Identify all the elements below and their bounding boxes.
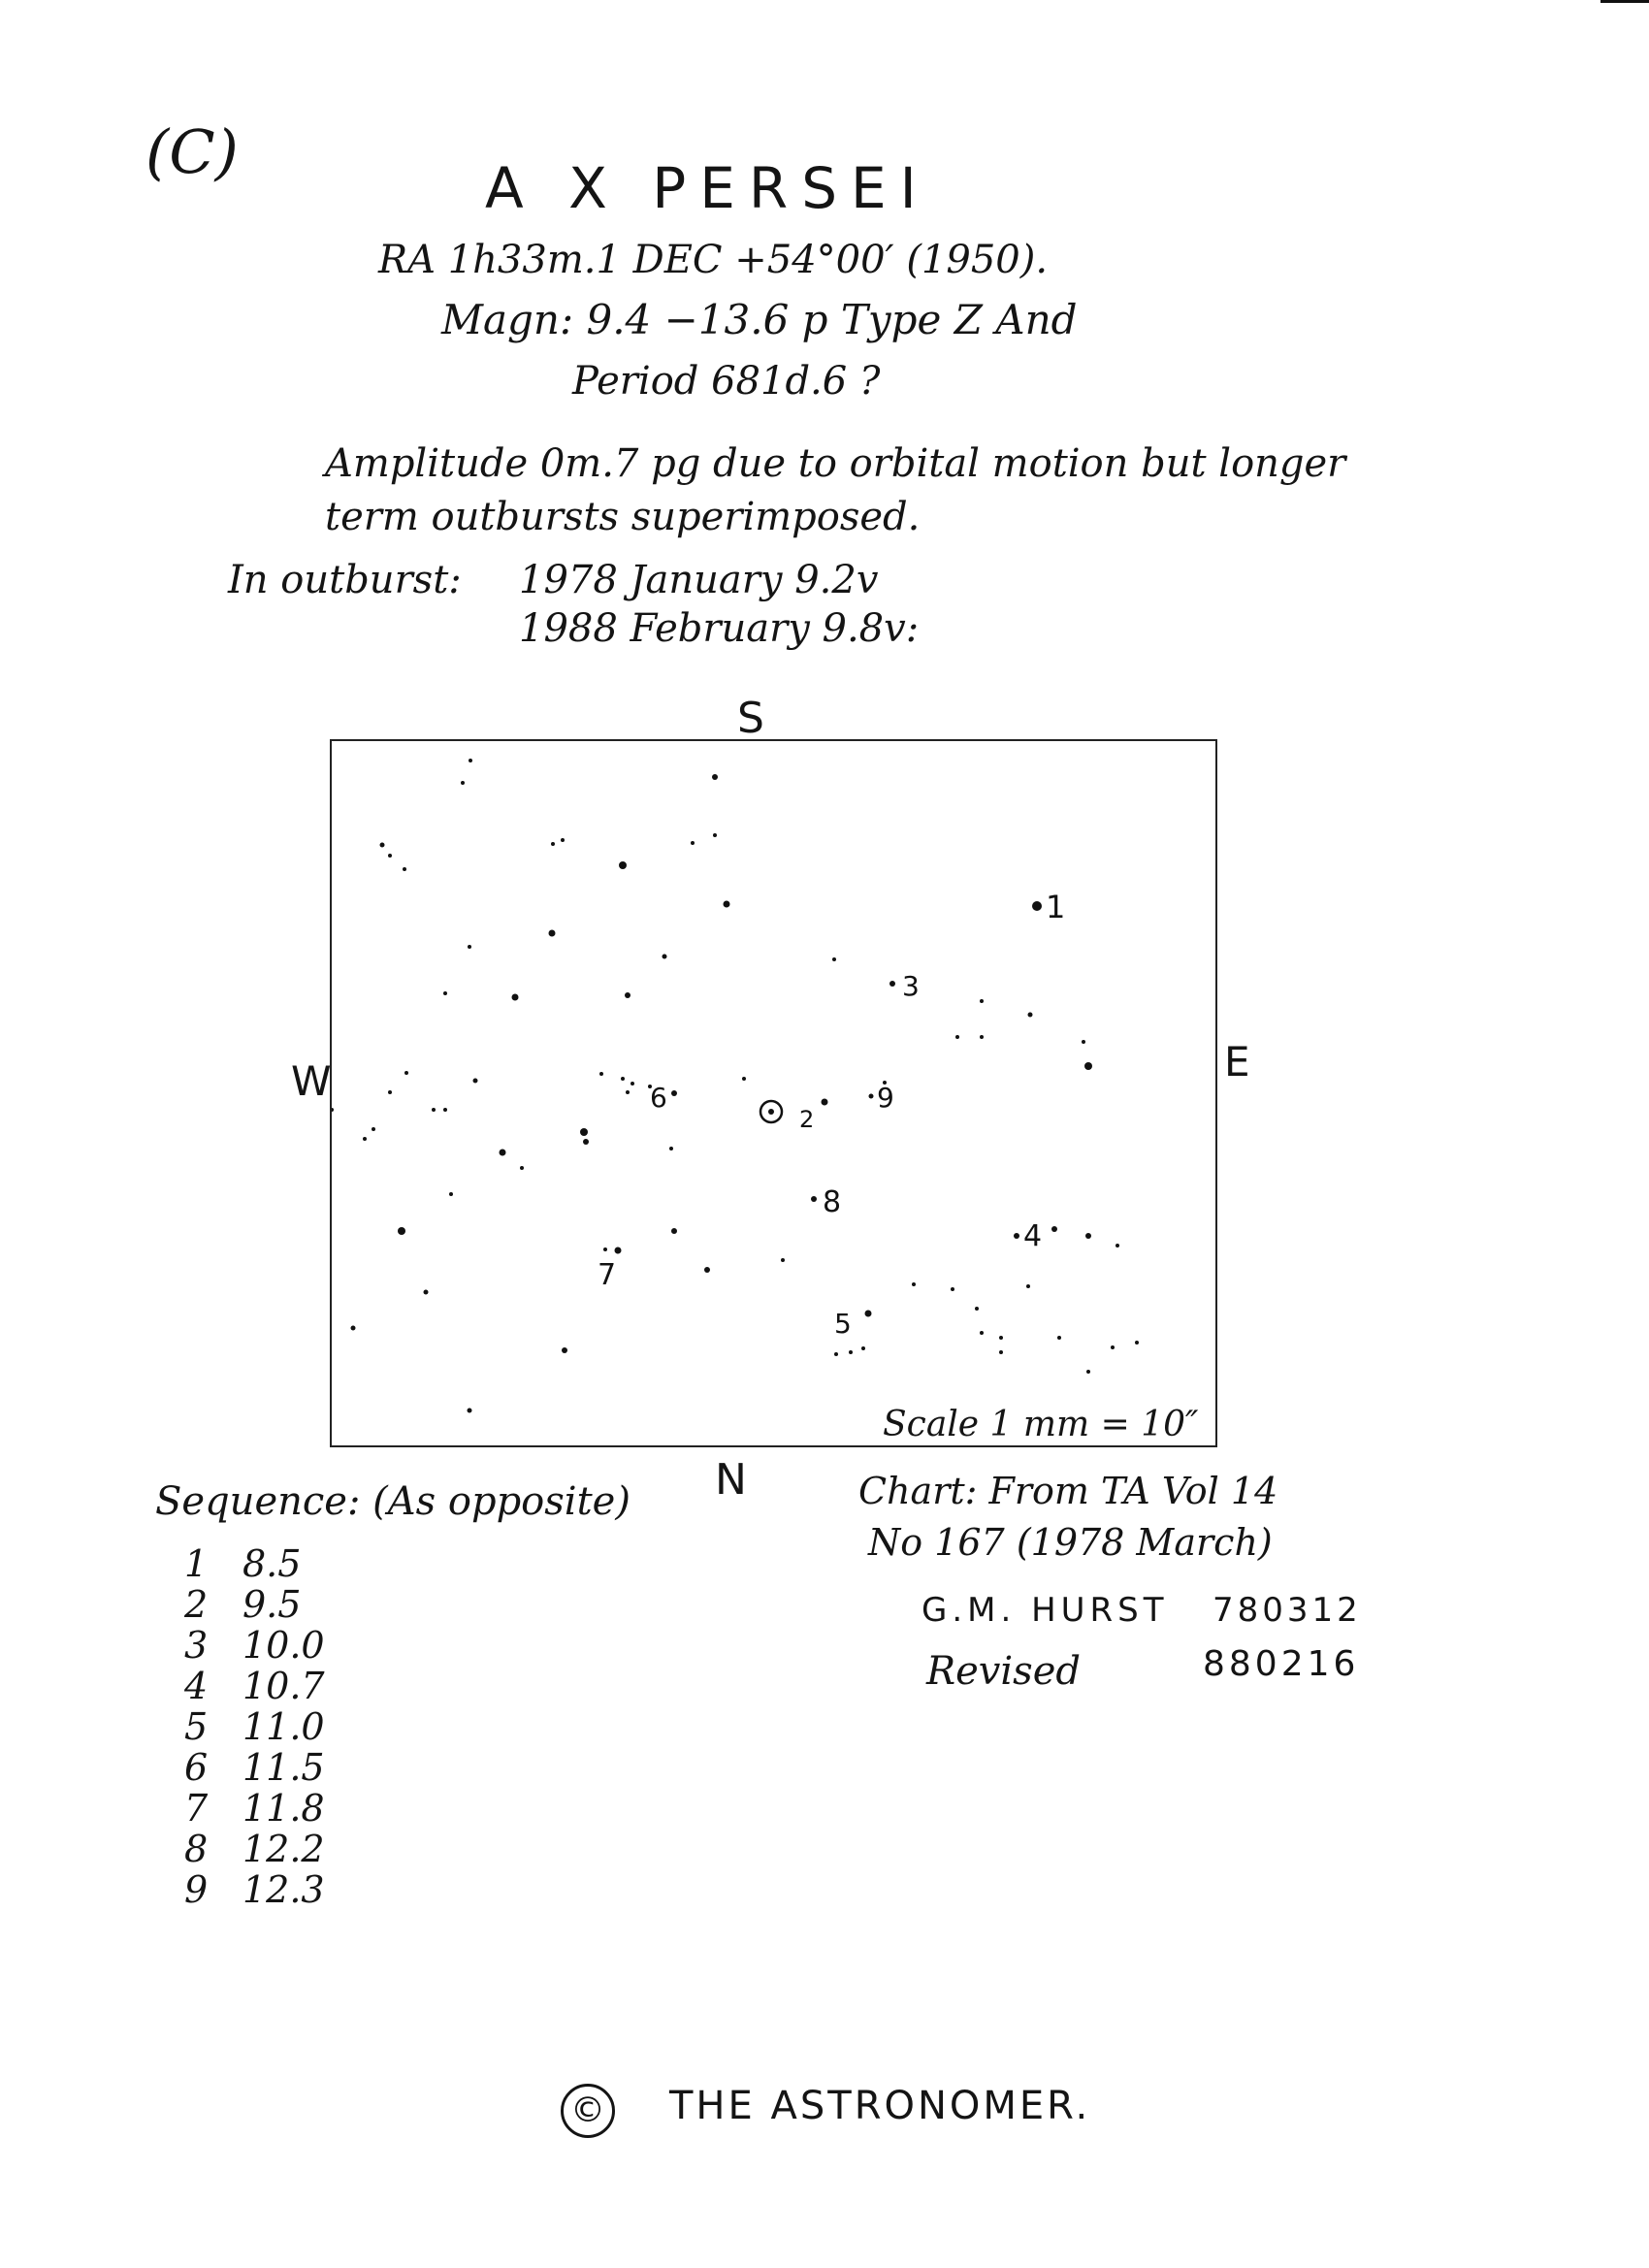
field-star [443,991,447,995]
star-chart [330,739,1217,1447]
field-star [1135,1341,1139,1345]
outburst-1988: 1988 February 9.8v: [519,606,920,651]
field-star [443,1108,447,1112]
comparison-star-8 [811,1196,817,1202]
sequence-label: Sequence: (As opposite) [155,1479,630,1524]
chart-scale: Scale 1 mm = 10″ [883,1405,1199,1444]
field-star [912,1282,916,1286]
field-star [432,1108,436,1112]
comparison-label-5: 5 [834,1308,852,1340]
comparison-label-8: 8 [823,1185,842,1219]
variable-star-ax-per [760,1101,782,1122]
field-star [583,1139,589,1145]
comparison-label-9: 9 [877,1082,894,1114]
sequence-number: 5 [184,1705,209,1748]
sequence-magnitude: 10.7 [242,1665,325,1707]
field-star [980,1331,984,1335]
field-star [580,1128,588,1136]
field-star [500,1150,506,1156]
chart-source-line1: Chart: From TA Vol 14 [858,1470,1278,1512]
field-star [1057,1336,1061,1340]
field-star [388,854,392,858]
field-star [388,1090,392,1094]
comparison-star-3 [889,981,895,987]
sequence-magnitude: 8.5 [242,1542,302,1585]
field-star [461,781,465,785]
coordinates: RA 1h33m.1 DEC +54°00′ (1950). [378,238,1049,282]
field-star [781,1258,785,1262]
comparison-star-5 [865,1311,872,1317]
sequence-number: 1 [184,1542,209,1585]
field-star [724,901,730,908]
sequence-number: 9 [184,1868,209,1911]
field-star [625,992,630,998]
field-star [671,1228,677,1234]
field-star [469,759,472,762]
direction-south: S [737,694,764,743]
field-star [1085,1233,1091,1239]
sequence-row [184,1665,325,1705]
field-star [849,1350,853,1354]
field-star [404,1071,408,1075]
field-star [712,774,718,780]
variable-star-center [768,1109,774,1115]
sequence-magnitude: 10.0 [242,1624,325,1667]
observer-date: 780312 [1212,1591,1362,1630]
outburst-1978: 1978 January 9.2v [519,558,879,602]
chart-source-line2: No 167 (1978 March) [868,1521,1273,1564]
field-star [599,1072,603,1076]
field-star [520,1166,524,1170]
field-star [1082,1040,1085,1044]
comparison-label-2: 2 [799,1106,815,1133]
sequence-row [184,1868,325,1909]
field-star [473,1079,478,1084]
field-star [691,841,695,845]
field-star [999,1336,1003,1340]
field-star [999,1350,1003,1354]
field-star [951,1287,954,1291]
field-star [403,867,406,871]
sequence-row [184,1787,325,1828]
sequence-row [184,1542,325,1583]
comparison-label-3: 3 [902,970,920,1002]
field-star [619,861,627,869]
period: Period 681d.6 ? [572,359,881,404]
comparison-star-6 [671,1090,677,1096]
field-star [1028,1013,1033,1018]
amplitude-note-line1: Amplitude 0m.7 pg due to orbital motion but longer [325,441,1346,486]
comparison-label-6: 6 [650,1082,667,1114]
sequence-row [184,1705,325,1746]
sequence-magnitude: 11.5 [242,1746,325,1789]
outburst-label: In outburst: [228,558,462,602]
field-star [398,1227,405,1235]
field-star [704,1267,710,1273]
field-star [626,1090,630,1094]
field-star [1026,1284,1030,1288]
sequence-magnitude: 11.8 [242,1787,325,1830]
sequence-magnitude: 11.0 [242,1705,325,1748]
field-star [549,930,556,937]
field-star [663,955,667,959]
comparison-label-1: 1 [1046,889,1066,925]
direction-north: N [715,1455,747,1505]
field-star [351,1326,356,1331]
comparison-label-4: 4 [1023,1219,1043,1253]
field-star [1086,1370,1090,1374]
direction-west: W [291,1057,332,1105]
magnitude-range: Magn: 9.4 −13.6 p Type Z And [441,296,1078,343]
amplitude-note-line2: term outbursts superimposed. [325,495,921,539]
revised-label: Revised [926,1649,1081,1694]
field-star [551,842,555,846]
chart-label: (C) [146,116,239,187]
field-star [832,957,836,961]
field-star [468,945,471,949]
field-star [980,999,984,1003]
field-star [669,1147,673,1150]
page-corner-mark [1600,0,1649,3]
field-star [363,1137,367,1141]
field-star [562,1347,567,1353]
field-star [980,1035,984,1039]
star-field [332,741,1215,1445]
sequence-row [184,1828,325,1868]
sequence-magnitude: 12.2 [242,1828,325,1870]
direction-east: E [1224,1038,1250,1085]
field-star [512,994,519,1001]
sequence-number: 4 [184,1665,209,1707]
comparison-star-7 [615,1247,622,1254]
sequence-row [184,1583,325,1624]
comparison-star-4 [1014,1233,1019,1239]
field-star [975,1307,979,1311]
field-star [621,1077,625,1081]
revised-date: 880216 [1203,1644,1360,1684]
field-star [332,1108,334,1112]
sequence-row [184,1746,325,1787]
field-star [1084,1062,1092,1070]
observer-name: G.M. HURST [922,1591,1169,1630]
sequence-magnitude: 12.3 [242,1868,325,1911]
comparison-stars [598,889,1065,1340]
sequence-magnitude: 9.5 [242,1583,302,1626]
field-star [742,1077,746,1081]
sequence-number: 8 [184,1828,209,1870]
comparison-label-7: 7 [598,1258,617,1292]
sequence-row [184,1624,325,1665]
field-star [861,1346,865,1350]
field-star [1051,1226,1057,1232]
footer-publisher: THE ASTRONOMER. [669,2084,1091,2128]
field-star [372,1127,375,1131]
sequence-number: 3 [184,1624,209,1667]
field-star [834,1352,838,1356]
sequence-number: 6 [184,1746,209,1789]
field-star [449,1192,453,1196]
field-star [955,1035,959,1039]
comparison-star-2 [822,1099,828,1106]
field-star [713,833,717,837]
comparison-star-1 [1032,901,1042,911]
field-star [561,838,565,842]
page-title: A X PERSEI [485,155,930,221]
field-star [630,1082,634,1085]
copyright-icon: © [561,2084,615,2138]
sequence-list [184,1542,325,1909]
sequence-number: 7 [184,1787,209,1830]
field-star [424,1290,429,1295]
field-star [1116,1244,1119,1247]
sequence-number: 2 [184,1583,209,1626]
field-star [1111,1345,1115,1349]
field-stars [332,759,1139,1413]
field-star [380,843,385,848]
comparison-star-9 [869,1094,874,1099]
field-star [603,1247,607,1251]
field-star [468,1409,472,1413]
